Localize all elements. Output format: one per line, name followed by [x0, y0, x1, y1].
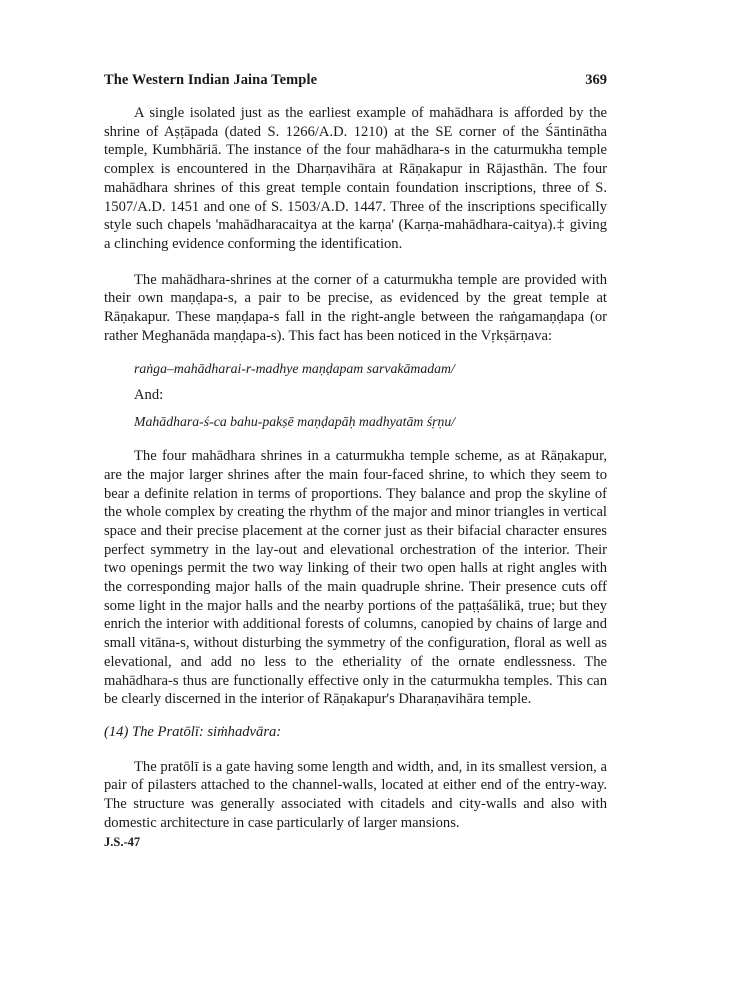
- paragraph-mahadhara-shrines: The mahādhara-shrines at the corner of a caturmukha temple are provided with their own maṇḍapa-s, a pair to be precise, as evidenced by the great temple at Rāṇakapur. These maṇḍapa-s fall in the right-angle between the raṅgamaṇḍapa (or rather Meghanāda maṇḍapa-s). This fact has been noticed in the Vṛkṣārṇava:: [104, 271, 607, 344]
- paragraph-four-mahadhara: The four mahādhara shrines in a caturmukha temple scheme, as at Rāṇakapur, are the major larger shrines after the main four-faced shrine, to which they seem to bear a definite relation in terms of proportions. They balance and prop the skyline of the whole complex by creating the rhythm of the major and minor triangles in vertical space and their precise placement at the corner just as their bifacial character ensures perfect symmetry in the lay-out and elevational orchestration of the interior. Their two openings permit the two way linking of their two open halls at right angles with the corresponding major halls of the main quadruple shrine. Their presence cuts off some light in the major halls and the nearby portions of the paṭṭaśālikā, true; but they enrich the interior with additional forests of columns, canopied by chains of large and small vitāna-s, without disturbing the symmetry of the configuration, floral as well as elevational, and add no less to the etheriality of the ornate endlessness. The mahādhara-s thus are functionally effective only in the caturmukha temples. This can be clearly discerned in the interior of Rāṇakapur's Dharaṇavihāra temple.: [104, 448, 607, 708]
- paragraph-pratoli: The pratōlī is a gate having some length and width, and, in its smallest version, a pair of pilasters attached to the channel-walls, located at either end of the entry-way. The structure was generally associated with citadels and city-walls and also with domestic architecture in case particularly of larger mansions.: [104, 758, 607, 831]
- page-header: [104, 72, 607, 102]
- and-label: And:: [134, 387, 164, 404]
- paragraph-mahadhara-example: A single isolated just as the earliest example of mahādhara is afforded by the shrine of Aṣṭāpada (dated S. 1266/A.D. 1210) at the SE corner of the Śāntinātha temple, Kumbhāriā. The instance of the four mahādhara-s in the caturmukha temple complex is encountered in the Dharṇavihāra at Rāṇakapur in Rājasthān. The four mahādhara shrines of this great temple contain foundation inscriptions, three of S. 1507/A.D. 1451 and one of S. 1503/A.D. 1447. Three of the inscriptions specifically style such chapels 'mahādharacaitya at the karṇa' (Karṇa-mahādhara-caitya).‡ giving a clinching evidence conforming the identification.: [104, 105, 607, 252]
- section-heading: [104, 723, 607, 742]
- signature-mark: J.S.-47: [104, 834, 141, 849]
- page-number: 369: [585, 72, 607, 88]
- verse-mahadhara-paksha: Mahādhara-ś-ca bahu-pakṣē maṇḍapāḥ madhyatām śṛṇu/: [134, 414, 456, 430]
- running-title: The Western Indian Jaina Temple: [104, 72, 318, 88]
- verse-ranga-mahadhara: raṅga–mahādharai-r-madhye maṇḍapam sarvakāmadam/: [134, 361, 455, 377]
- page: [104, 72, 607, 850]
- section-number: (14): [104, 723, 129, 740]
- section-title: The Pratōlī: siṁhadvāra:: [131, 723, 282, 740]
